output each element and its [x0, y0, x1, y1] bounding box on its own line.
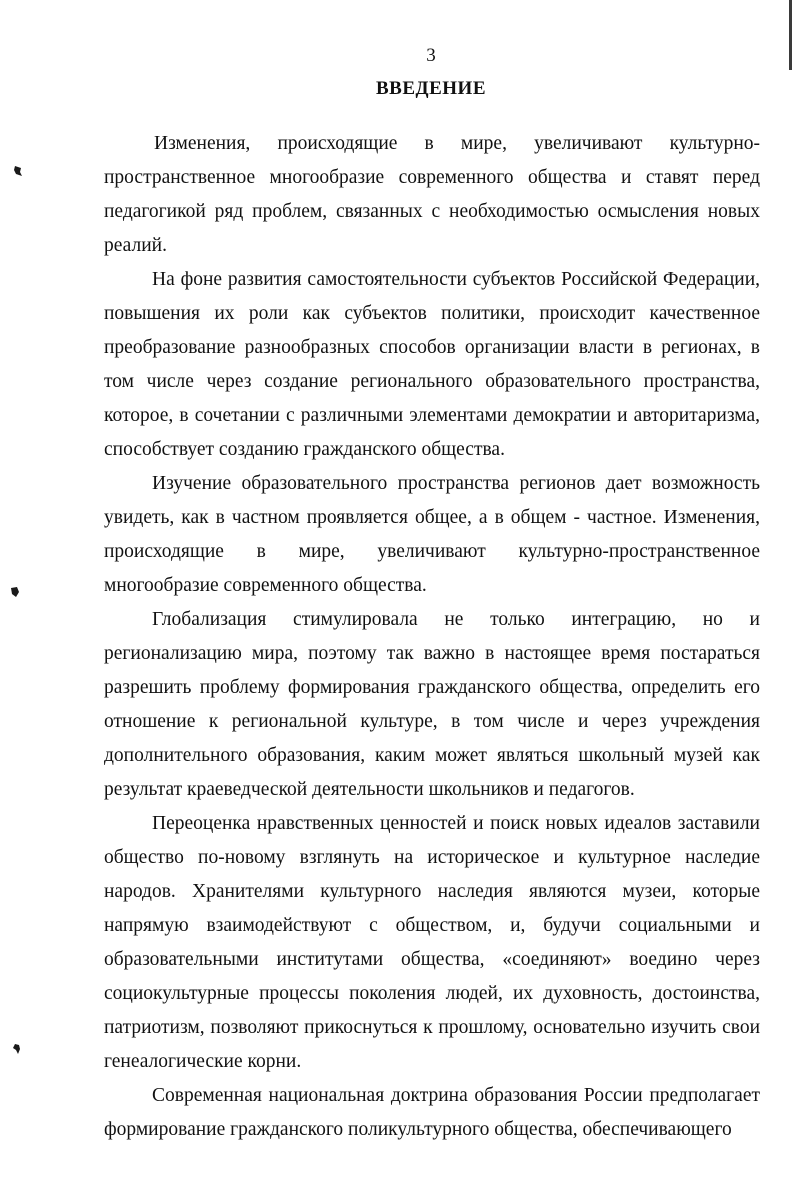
- margin-mark-icon: [13, 165, 23, 177]
- paragraph-4: Глобализация стимулировала не только интеграцию, но и регионализацию мира, поэтому так важно в настоящее время постараться разрешить проблему формирования гражданского общества, определить его отношение к региональной культуре, в том числе и через учреждения дополнительного образования, каким может являться школьный музей как результат краеведческой деятельности школьников и педагогов.: [104, 609, 760, 800]
- paragraph-2: На фоне развития самостоятельности субъектов Российской Федерации, повышения их роли как субъектов политики, происходит качественное преобразование разнообразных способов организации власти в регионах, в том числе через создание регионального образовательного пространства, которое, в сочетании с различными элементами демократии и авторитаризма, способствует созданию гражданского общества.: [104, 269, 760, 460]
- margin-mark-icon: [12, 1043, 22, 1055]
- body-text: [104, 127, 760, 1147]
- paragraph-6: Современная национальная доктрина образования России предполагает формирование гражданского поликультурного общества, обеспечивающего: [104, 1085, 760, 1140]
- paragraph-3: Изучение образовательного пространства регионов дает возможность увидеть, как в частном проявляется общее, а в общем - частное. Изменения, происходящие в мире, увеличивают культурно-пространственное многообразие современного общества.: [104, 473, 760, 596]
- page-number: 3: [426, 45, 436, 66]
- margin-mark-icon: [10, 586, 20, 598]
- paragraph-5: Переоценка нравственных ценностей и поиск новых идеалов заставили общество по-новому взглянуть на историческое и культурное наследие народов. Хранителями культурного наследия являются музеи, которые напрямую взаимодействуют с обществом, и, будучи социальными и образовательными институтами общества, «соединяют» воедино через социокультурные процессы поколения людей, их духовность, достоинства, патриотизм, позволяют прикоснуться к прошлому, основательно изучить свои генеалогические корни.: [104, 813, 760, 1072]
- paragraph-1: Изменения, происходящие в мире, увеличивают культурно-пространственное многообразие современного общества и ставят перед педагогикой ряд проблем, связанных с необходимостью осмысления новых реалий.: [104, 133, 760, 256]
- page-title: ВВЕДЕНИЕ: [376, 78, 486, 99]
